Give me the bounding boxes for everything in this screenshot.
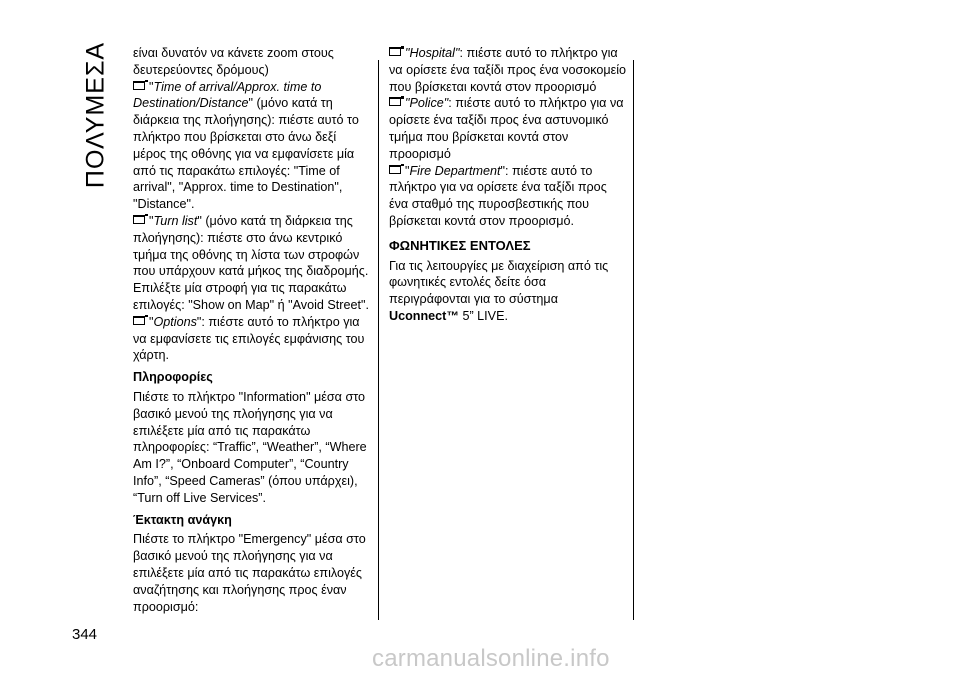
list-item: "Police": πιέστε αυτό το πλήκτρο για να ορίσετε ένα ταξίδι προς ένα αστυνομικό τμήμα που βρίσκεται κοντά στον προορισμό — [389, 96, 624, 161]
list-item: "Options": πιέστε αυτό το πλήκτρο για να εμφανίσετε τις επιλογές εμφάνισης του χάρτη. — [133, 314, 365, 363]
paragraph: είναι δυνατόν να κάνετε zoom στους δευτερεύοντες δρόμους) — [133, 46, 334, 77]
right-column — [389, 45, 627, 325]
heading-voice-commands: ΦΩΝΗΤΙΚΕΣ ΕΝΤΟΛΕΣ — [389, 237, 531, 253]
button-icon — [389, 165, 401, 174]
paragraph: Πιέστε το πλήκτρο "Information" μέσα στο βασικό μενού της πλοήγησης για να επιλέξετε μία από τις παρακάτω πληροφορίες: “Traffic”, “Weather”, “Where Am I?”, “Onboard Computer”, “Country Info”, “Speed Cameras” (όπου υπάρχει), “Turn off Live Services”. — [133, 389, 367, 505]
button-icon — [133, 316, 145, 325]
button-icon — [133, 81, 145, 90]
left-column — [133, 45, 371, 615]
list-item: "Hospital": πιέστε αυτό το πλήκτρο για να ορίσετε ένα ταξίδι προς ένα νοσοκομείο που βρίσκεται κοντά στον προορισμό — [389, 46, 627, 94]
list-item: "Fire Department": πιέστε αυτό το πλήκτρο για να ορίσετε ένα ταξίδι προς ένα σταθμό της πυροσβεστικής που βρίσκεται κοντά στον προορισμό. — [389, 163, 607, 228]
watermark-footer: carmanualsonline.info — [372, 645, 610, 672]
page-number: 344 — [72, 626, 98, 643]
button-icon — [389, 97, 401, 106]
column-divider — [633, 60, 634, 620]
section-title: ΠΟΛΥΜΕΣΑ — [81, 41, 110, 189]
heading-emergency: Έκτακτη ανάγκη — [133, 512, 232, 527]
paragraph: Πιέστε το πλήκτρο "Emergency" μέσα στο βασικό μενού της πλοήγησης για να επιλέξετε μία από τις παρακάτω επιλογές αναζήτησης και πλοήγησης προς έναν προορισμό: — [133, 532, 366, 614]
heading-info: Πληροφορίες — [133, 370, 213, 385]
paragraph: Για τις λειτουργίες με διαχείριση από τις φωνητικές εντολές δείτε όσα περιγράφονται για το σύστημα Uconnect™ 5” LIVE. — [389, 258, 609, 323]
list-item: "Time of arrival/Approx. time to Destination/Distance" (μόνο κατά τη διάρκεια της πλοήγησης): πιέστε αυτό το πλήκτρο που βρίσκεται στο άνω δεξί μέρος της οθόνης για να εμφανίσετε μία από τις παρακάτω επιλογές: "Time of arrival", "Approx. time to Destination", "Distance". — [133, 79, 359, 212]
button-icon — [133, 215, 145, 224]
button-icon — [389, 47, 401, 56]
list-item: "Turn list" (μόνο κατά τη διάρκεια της πλοήγησης): πιέστε στο άνω κεντρικό τμήμα της οθόνης τη λίστα των στροφών που υπάρχουν κατά μήκος της διαδρομής. Επιλέξτε μία στροφή για τις παρακάτω επιλογές: "Show on Map" ή "Avoid Street". — [133, 213, 369, 312]
column-divider — [378, 60, 379, 620]
